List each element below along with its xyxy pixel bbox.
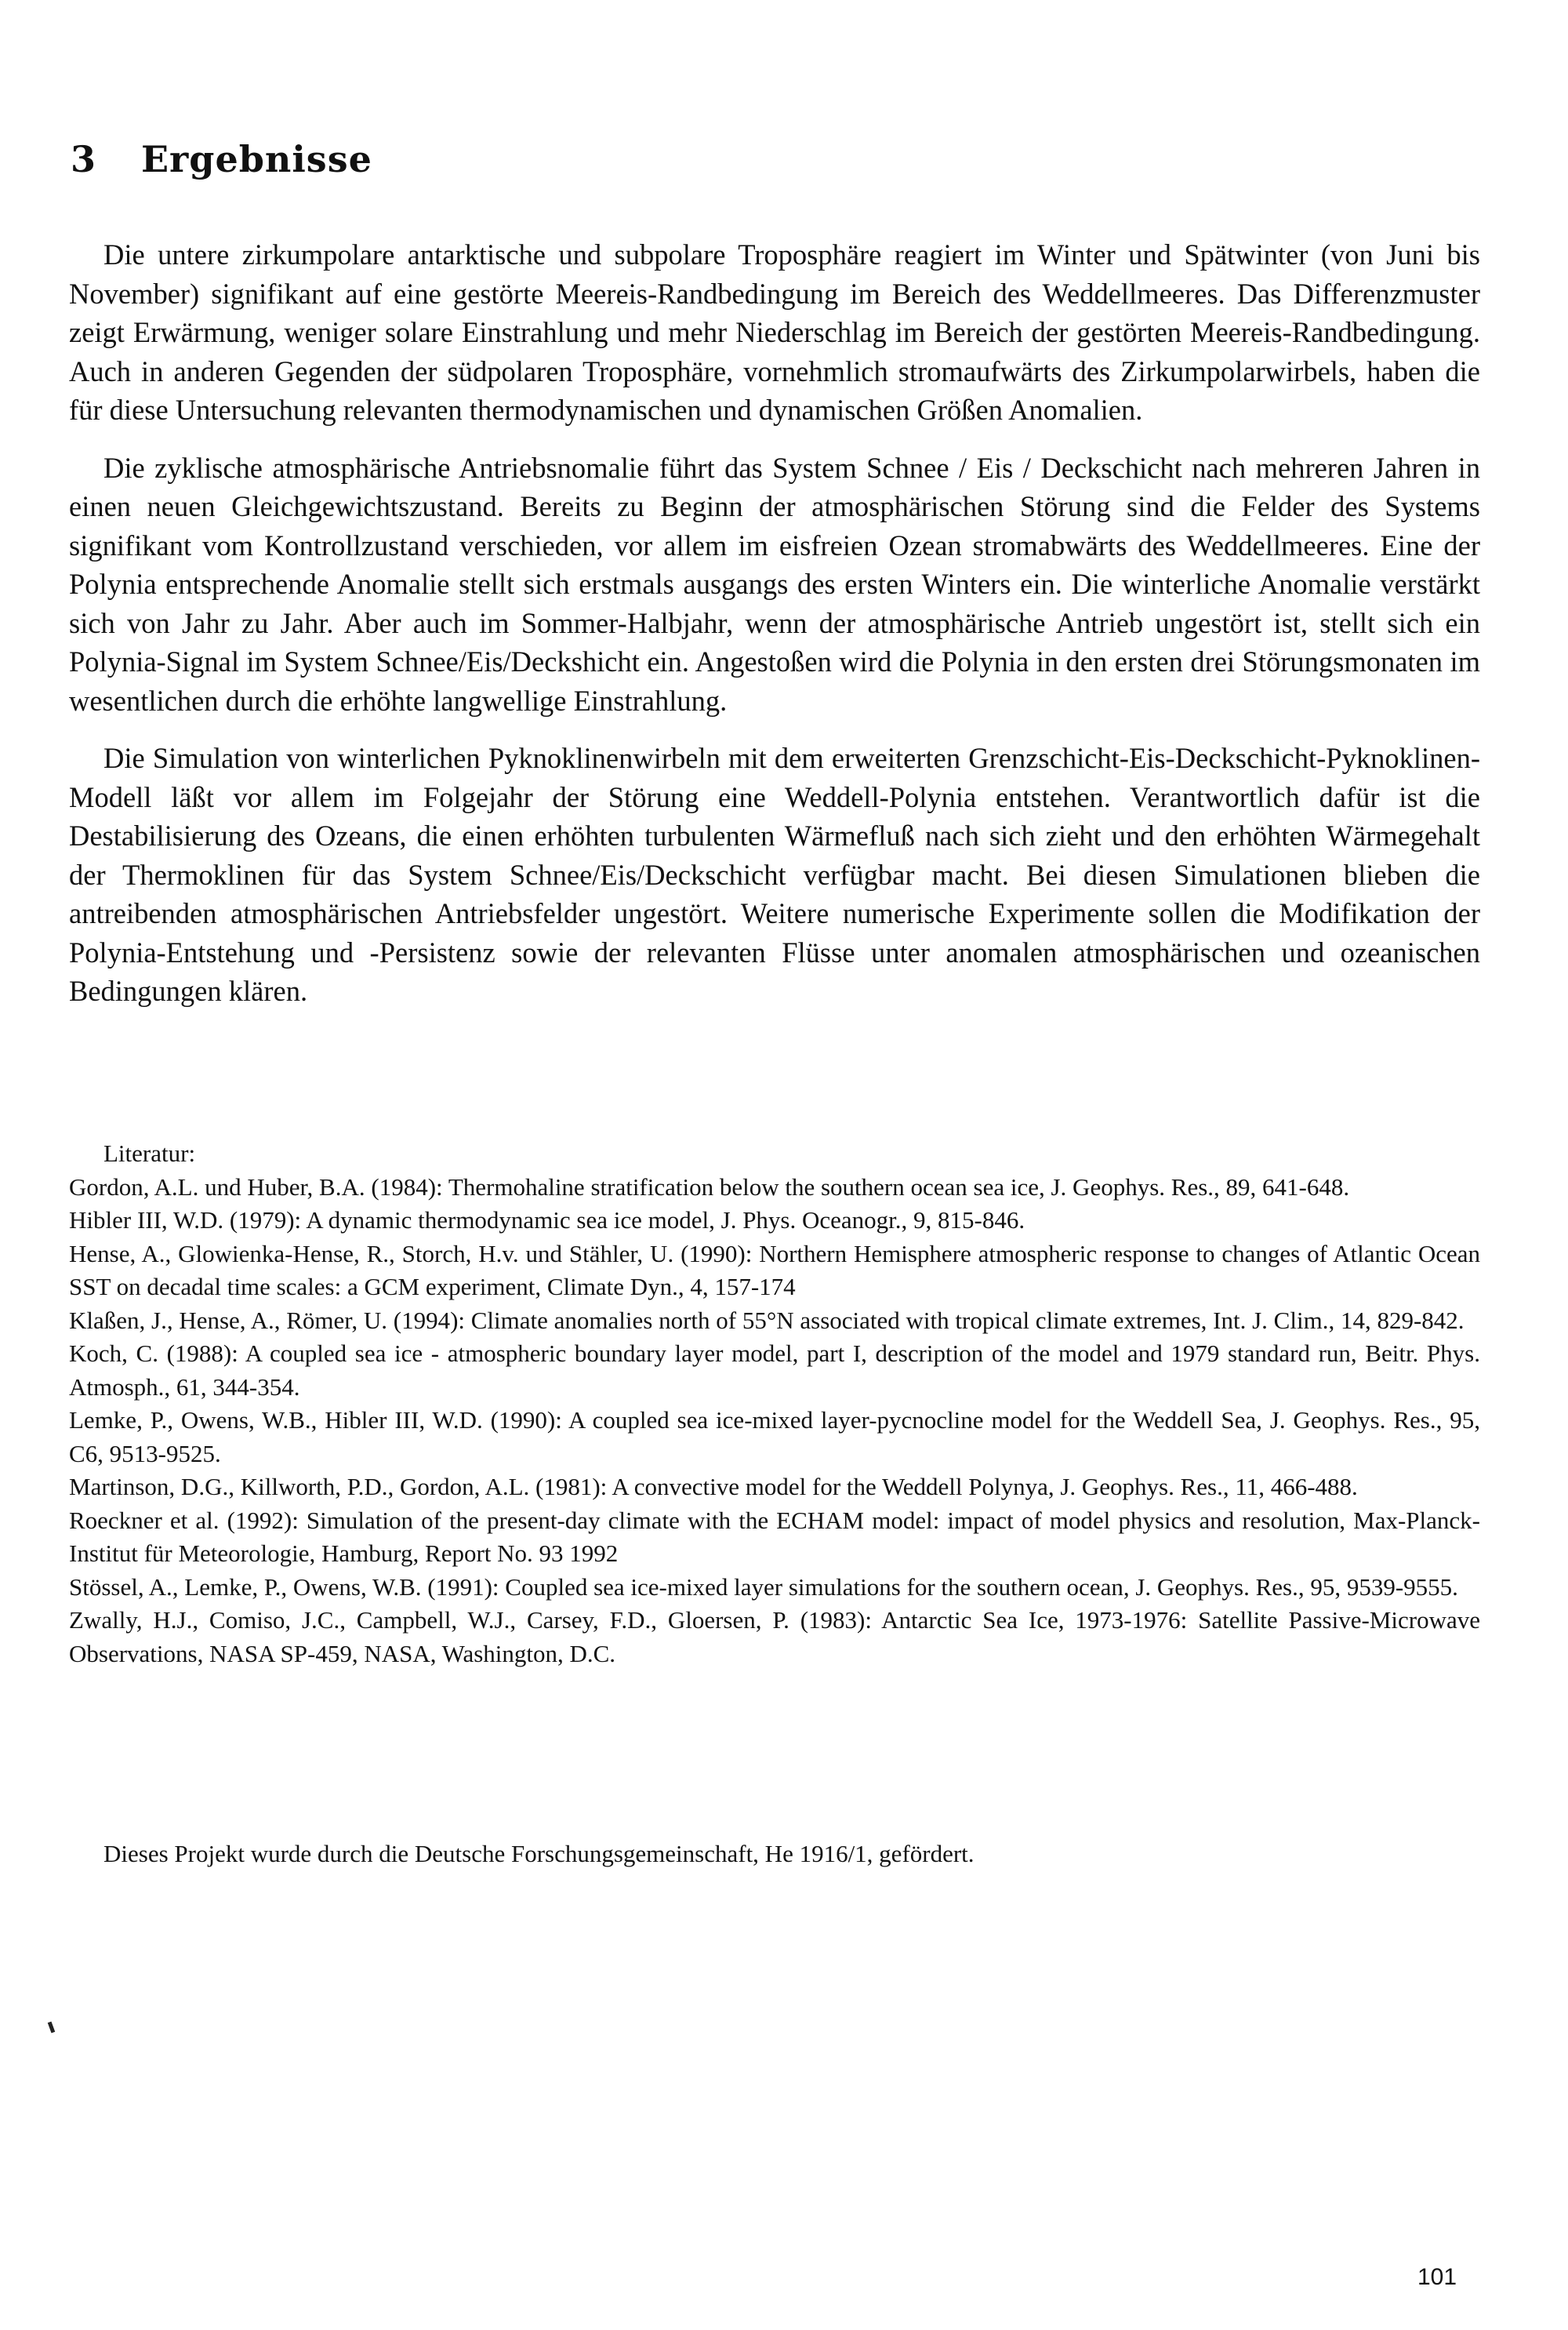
- literature-title: Literatur:: [103, 1140, 196, 1167]
- page-number: 101: [1417, 2264, 1457, 2290]
- acknowledgement: Dieses Projekt wurde durch die Deutsche Forschungsgemeinschaft, He 1916/1, gefördert.: [103, 1840, 975, 1867]
- reference-hibler-1979: Hibler III, W.D. (1979): A dynamic thermodynamic sea ice model, J. Phys. Oceanogr., 9, 815-846.: [69, 1206, 1025, 1234]
- reference-hense-1990: Hense, A., Glowienka-Hense, R., Storch, H.v. und Stähler, U. (1990): Northern Hemisphere atmospheric response to changes of Atlantic Ocean SST on decadal time scales: a GCM experiment, Climate Dyn., 4, 157-174: [69, 1239, 1480, 1300]
- reference-roeckner-1992: Roeckner et al. (1992): Simulation of the present-day climate with the ECHAM model: impact of model physics and resolution, Max-Planck-Institut für Meteorologie, Hamburg, Report No. 93 1992: [69, 1506, 1480, 1567]
- reference-klassen-1994: Klaßen, J., Hense, A., Römer, U. (1994): Climate anomalies north of 55°N associated with tropical climate extremes, Int. J. Clim., 14, 829-842.: [69, 1306, 1465, 1334]
- reference-gordon-1984: Gordon, A.L. und Huber, B.A. (1984): Thermohaline stratification below the southern ocean sea ice, J. Geophys. Res., 89, 641-648.: [69, 1172, 1350, 1201]
- section-heading: [71, 138, 372, 180]
- reference-zwally-1983: Zwally, H.J., Comiso, J.C., Campbell, W.J., Carsey, F.D., Gloersen, P. (1983): Antarctic Sea Ice, 1973-1976: Satellite Passive-Microwave Observations, NASA SP-459, NASA, Washington, D.C.: [69, 1606, 1480, 1667]
- body-text: [69, 235, 1480, 1030]
- literature-section: [69, 1137, 1480, 1670]
- paragraph-3: Die Simulation von winterlichen Pyknoklinenwirbeln mit dem erweiterten Grenzschicht-Eis-Deckschicht-Pyknoklinen-Modell läßt vor allem im Folgejahr der Störung eine Weddell-Polynia entstehen. Verantwortlich dafür ist die Destabilisierung des Ozeans, die einen erhöhten turbulenten Wärmefluß nach sich zieht und den erhöhten Wärmegehalt der Thermoklinen für das System Schnee/Eis/Deckschicht verfügbar macht. Bei diesen Simulationen blieben die antreibenden atmosphärischen Antriebsfelder ungestört. Weitere numerische Experimente sollen die Modifikation der Polynia-Entstehung und -Persistenz sowie der relevanten Flüsse unter anomalen atmosphärischen und ozeanischen Bedingungen klären.: [69, 742, 1480, 1007]
- paragraph-2: Die zyklische atmosphärische Antriebsnomalie führt das System Schnee / Eis / Deckschicht nach mehreren Jahren in einen neuen Gleichgewichtszustand. Bereits zu Beginn der atmosphärischen Störung sind die Felder des Systems signifikant vom Kontrollzustand verschieden, vor allem im eisfreien Ozean stromabwärts des Weddellmeeres. Eine der Polynia entsprechende Anomalie stellt sich erstmals ausgangs des ersten Winters ein. Die winterliche Anomalie verstärkt sich von Jahr zu Jahr. Aber auch im Sommer-Halbjahr, wenn der atmosphärische Antrieb ungestört ist, stellt sich ein Polynia-Signal im System Schnee/Eis/Deckshicht ein. Angestoßen wird die Polynia in den ersten drei Störungsmonaten im wesentlichen durch die erhöhte langwellige Einstrahlung.: [69, 451, 1480, 717]
- section-title: Ergebnisse: [141, 138, 372, 180]
- reference-koch-1988: Koch, C. (1988): A coupled sea ice - atmospheric boundary layer model, part I, description of the model and 1979 standard run, Beitr. Phys. Atmosph., 61, 344-354.: [69, 1339, 1480, 1401]
- reference-lemke-1990: Lemke, P., Owens, W.B., Hibler III, W.D. (1990): A coupled sea ice-mixed layer-pycnocline model for the Weddell Sea, J. Geophys. Res., 95, C6, 9513-9525.: [69, 1406, 1480, 1467]
- paragraph-1: Die untere zirkumpolare antarktische und subpolare Troposphäre reagiert im Winter und Spätwinter (von Juni bis November) signifikant auf eine gestörte Meereis-Randbedingung im Bereich des Weddellmeeres. Das Differenzmuster zeigt Erwärmung, weniger solare Einstrahlung und mehr Niederschlag im Bereich der gestörten Meereis-Randbedingung. Auch in anderen Gegenden der südpolaren Troposphäre, vornehmlich stromaufwärts des Zirkumpolarwirbels, haben die für diese Untersuchung relevanten thermodynamischen und dynamischen Größen Anomalien.: [69, 238, 1480, 426]
- reference-martinson-1981: Martinson, D.G., Killworth, P.D., Gordon, A.L. (1981): A convective model for the Weddell Polynya, J. Geophys. Res., 11, 466-488.: [69, 1473, 1358, 1500]
- literature-list: [69, 1171, 1480, 1671]
- reference-stoessel-1991: Stössel, A., Lemke, P., Owens, W.B. (1991): Coupled sea ice-mixed layer simulations for the southern ocean, J. Geophys. Res., 95, 9539-9555.: [69, 1572, 1458, 1601]
- scan-speck: [48, 2022, 55, 2034]
- section-number: 3: [71, 138, 97, 180]
